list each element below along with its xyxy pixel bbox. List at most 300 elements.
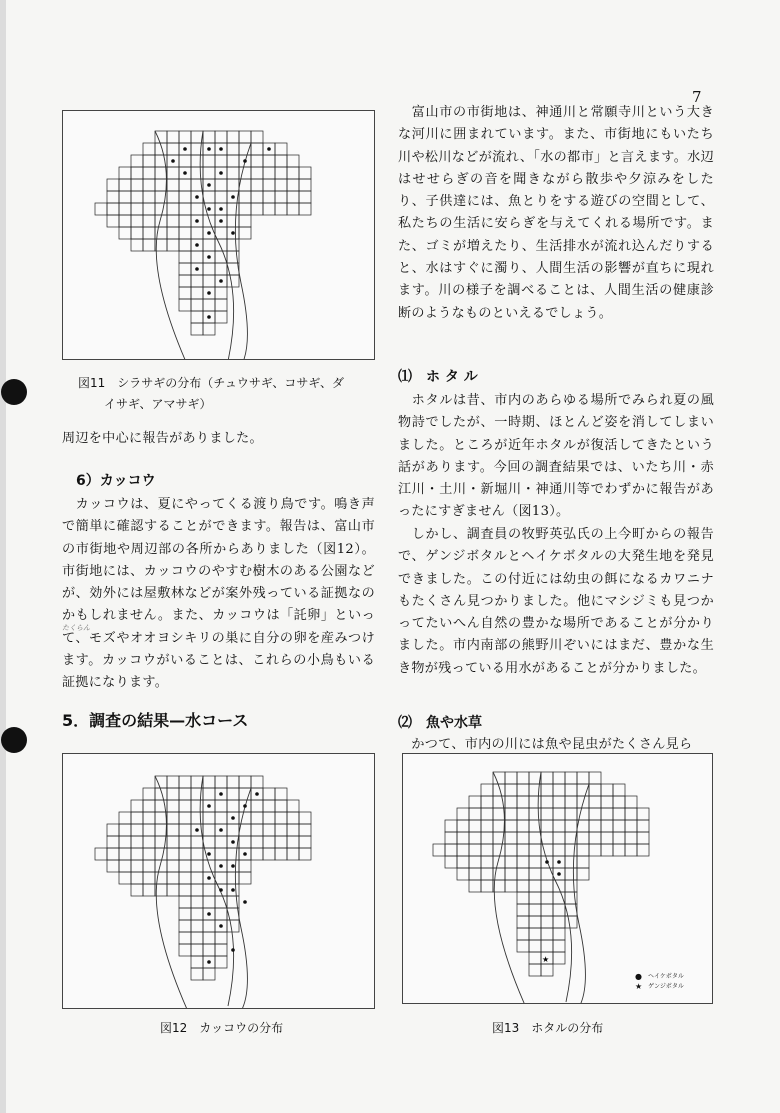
grid-cell: [553, 904, 565, 916]
survey-grid: [433, 772, 649, 976]
grid-cell: [203, 968, 215, 980]
grid-cell: [493, 808, 505, 820]
grid-cell: [299, 191, 311, 203]
grid-cell: [275, 788, 287, 800]
grid-cell: [179, 776, 191, 788]
grid-cell: [191, 884, 203, 896]
grid-cell: [517, 784, 529, 796]
grid-cell: [203, 836, 215, 848]
sighting-dot: [171, 159, 175, 163]
grid-cell: [179, 275, 191, 287]
grid-cell: [457, 832, 469, 844]
grid-cell: [287, 203, 299, 215]
grid-cell: [565, 916, 577, 928]
grid-cell: [505, 832, 517, 844]
grid-cell: [227, 872, 239, 884]
grid-cell: [131, 239, 143, 251]
sighting-dot: [195, 267, 199, 271]
grid-cell: [299, 824, 311, 836]
grid-cell: [191, 896, 203, 908]
grid-cell: [155, 179, 167, 191]
grid-cell: [565, 808, 577, 820]
grid-cell: [505, 844, 517, 856]
scan-edge: [0, 0, 6, 1113]
grid-cell: [517, 928, 529, 940]
grid-cell: [529, 904, 541, 916]
grid-cell: [637, 808, 649, 820]
sighting-dot: [219, 924, 223, 928]
intro-text: 周辺を中心に報告がありました。: [62, 431, 263, 446]
grid-cell: [251, 143, 263, 155]
grid-cell: [287, 167, 299, 179]
grid-cell: [553, 784, 565, 796]
legend-label-genji: ゲンジボタル: [648, 983, 684, 990]
grid-cell: [505, 880, 517, 892]
grid-cell: [179, 179, 191, 191]
grid-cell: [251, 800, 263, 812]
grid-cell: [299, 203, 311, 215]
grid-cell: [481, 820, 493, 832]
grid-cell: [541, 808, 553, 820]
grid-cell: [565, 784, 577, 796]
grid-cell: [275, 800, 287, 812]
grid-cell: [541, 880, 553, 892]
sighting-dot: [557, 872, 561, 876]
firefly-paragraph-2: しかし、調査員の牧野英弘氏の上今町からの報告で、ゲンジボタルとヘイケボタルの大発生地を発見できました。この付近には幼虫の餌になるカワニナもたくさん見つかりました。他にマシジミも見つかってたいへん自然の豊かな場所であることが分かりました。市内南部の熊野川ぞいにはまだ、豊かな生き物が残っている用水があることが分かりました。: [398, 527, 714, 676]
grid-cell: [215, 800, 227, 812]
grid-cell: [529, 868, 541, 880]
grid-cell: [529, 856, 541, 868]
grid-cell: [143, 884, 155, 896]
grid-cell: [179, 131, 191, 143]
grid-cell: [131, 872, 143, 884]
grid-cell: [131, 191, 143, 203]
grid-cell: [227, 776, 239, 788]
grid-cell: [131, 860, 143, 872]
sighting-dot: [243, 159, 247, 163]
grid-cell: [251, 167, 263, 179]
grid-cell: [251, 824, 263, 836]
grid-cell: [517, 940, 529, 952]
grid-cell: [203, 860, 215, 872]
grid-cell: [155, 812, 167, 824]
grid-cell: [565, 772, 577, 784]
grid-cell: [203, 131, 215, 143]
grid-cell: [469, 844, 481, 856]
grid-cell: [577, 844, 589, 856]
grid-cell: [179, 227, 191, 239]
fish-aquatic-plants-paragraph: かつて、市内の川には魚や昆虫がたくさん見ら: [398, 737, 693, 752]
grid-cell: [601, 784, 613, 796]
grid-cell: [251, 812, 263, 824]
sighting-dot: [219, 147, 223, 151]
legend-label-heike: ヘイケボタル: [647, 973, 684, 980]
grid-cell: [179, 263, 191, 275]
grid-cell: [251, 836, 263, 848]
grid-cell: [589, 772, 601, 784]
grid-cell: [613, 844, 625, 856]
sighting-dot: [207, 291, 211, 295]
grid-cell: [251, 155, 263, 167]
grid-cell: [577, 832, 589, 844]
grid-cell: [131, 800, 143, 812]
sighting-dot: [243, 852, 247, 856]
grid-cell: [119, 872, 131, 884]
grid-cell: [625, 820, 637, 832]
grid-cell: [191, 155, 203, 167]
grid-cell: [239, 191, 251, 203]
grid-cell: [143, 788, 155, 800]
river-line: [493, 772, 528, 1003]
legend-item-heike: [635, 972, 684, 982]
grid-cell: [541, 916, 553, 928]
survey-grid: [95, 776, 311, 980]
grid-cell: [517, 808, 529, 820]
firefly-paragraph-1: ホタルは昔、市内のあらゆる場所でみられ夏の風物詩でしたが、一時期、ほとんど姿を消してしまいました。ところが近年ホタルが復活してきたという話があります。今回の調査結果では、いたち川・赤江川・土川・新堀川・神通川等でわずかに報告があったにすぎません（図13）。: [398, 393, 714, 520]
grid-cell: [203, 812, 215, 824]
grid-cell: [167, 203, 179, 215]
grid-cell: [167, 776, 179, 788]
grid-cell: [131, 167, 143, 179]
grid-cell: [637, 820, 649, 832]
section-5-heading: 5．調査の結果—水コース: [62, 711, 249, 730]
grid-cell: [625, 796, 637, 808]
grid-cell: [287, 848, 299, 860]
grid-cell: [529, 928, 541, 940]
grid-cell: [637, 844, 649, 856]
grid-cell: [119, 215, 131, 227]
sighting-dot: [231, 864, 235, 868]
grid-cell: [517, 820, 529, 832]
grid-cell: [541, 832, 553, 844]
river-line: [155, 131, 190, 359]
grid-cell: [191, 920, 203, 932]
grid-cell: [119, 812, 131, 824]
grid-cell: [263, 203, 275, 215]
grid-cell: [143, 824, 155, 836]
grid-cell: [155, 203, 167, 215]
grid-cell: [119, 860, 131, 872]
grid-cell: [215, 287, 227, 299]
grid-cell: [251, 179, 263, 191]
grid-cell: [167, 167, 179, 179]
grid-cell: [107, 848, 119, 860]
sighting-dot: [207, 255, 211, 259]
grid-cell: [215, 944, 227, 956]
grid-cell: [131, 179, 143, 191]
grid-cell: [203, 920, 215, 932]
grid-cell: [167, 143, 179, 155]
grid-cell: [143, 203, 155, 215]
grid-cell: [227, 848, 239, 860]
grid-cell: [589, 808, 601, 820]
sighting-dot: [545, 860, 549, 864]
grid-cell: [155, 167, 167, 179]
grid-cell: [143, 836, 155, 848]
sighting-dot: [219, 171, 223, 175]
grid-cell: [553, 940, 565, 952]
grid-cell: [239, 215, 251, 227]
grid-cell: [625, 832, 637, 844]
grid-cell: [299, 167, 311, 179]
grid-cell: [143, 848, 155, 860]
grid-cell: [517, 916, 529, 928]
grid-cell: [215, 299, 227, 311]
grid-cell: [565, 880, 577, 892]
grid-cell: [577, 868, 589, 880]
grid-cell: [107, 191, 119, 203]
grid-cell: [155, 824, 167, 836]
grid-cell: [251, 131, 263, 143]
grid-cell: [541, 868, 553, 880]
grid-cell: [203, 275, 215, 287]
grid-cell: [469, 832, 481, 844]
grid-cell: [203, 944, 215, 956]
grid-cell: [179, 191, 191, 203]
grid-cell: [143, 143, 155, 155]
grid-cell: [517, 880, 529, 892]
grid-cell: [481, 880, 493, 892]
grid-cell: [505, 820, 517, 832]
grid-cell: [613, 820, 625, 832]
sighting-dot: [231, 888, 235, 892]
firefly-distribution-map: [403, 754, 712, 1003]
figure-11-caption: [78, 373, 378, 415]
sighting-dot: [207, 147, 211, 151]
grid-cell: [167, 860, 179, 872]
river-line: [235, 788, 251, 1008]
grid-cell: [433, 844, 445, 856]
grid-cell: [287, 155, 299, 167]
grid-cell: [275, 812, 287, 824]
grid-cell: [143, 239, 155, 251]
grid-cell: [541, 892, 553, 904]
grid-cell: [119, 191, 131, 203]
grid-cell: [107, 836, 119, 848]
grid-cell: [565, 844, 577, 856]
grid-cell: [287, 191, 299, 203]
grid-cell: [191, 932, 203, 944]
grid-cell: [457, 856, 469, 868]
grid-cell: [481, 808, 493, 820]
grid-cell: [191, 836, 203, 848]
grid-cell: [167, 800, 179, 812]
grid-cell: [493, 820, 505, 832]
grid-cell: [203, 776, 215, 788]
grid-cell: [179, 848, 191, 860]
sighting-dot: [207, 876, 211, 880]
grid-cell: [457, 808, 469, 820]
sighting-dot: [231, 816, 235, 820]
grid-cell: [143, 227, 155, 239]
grid-cell: [275, 824, 287, 836]
grid-cell: [541, 772, 553, 784]
grid-cell: [287, 836, 299, 848]
grid-cell: [481, 796, 493, 808]
grid-cell: [167, 179, 179, 191]
section-6-heading: 6）カッコウ: [76, 473, 156, 489]
binder-hole-bottom: [1, 727, 27, 753]
grid-cell: [287, 824, 299, 836]
sighting-dot: [231, 840, 235, 844]
handwritten-note: たくらん: [62, 624, 90, 632]
sighting-dot: [207, 960, 211, 964]
grid-cell: [95, 203, 107, 215]
star-marker: ★: [542, 955, 550, 964]
grid-cell: [541, 784, 553, 796]
river-line: [200, 776, 233, 1006]
grid-cell: [541, 940, 553, 952]
grid-cell: [457, 868, 469, 880]
grid-cell: [203, 155, 215, 167]
grid-cell: [143, 872, 155, 884]
grid-cell: [553, 820, 565, 832]
grid-cell: [613, 784, 625, 796]
grid-cell: [179, 920, 191, 932]
sighting-dot: [183, 147, 187, 151]
grid-cell: [263, 800, 275, 812]
grid-cell: [481, 832, 493, 844]
grid-cell: [469, 880, 481, 892]
grid-cell: [553, 808, 565, 820]
grid-cell: [239, 872, 251, 884]
grid-cell: [215, 848, 227, 860]
grid-cell: [275, 836, 287, 848]
grid-cell: [517, 868, 529, 880]
grid-cell: [529, 940, 541, 952]
grid-cell: [601, 820, 613, 832]
grid-cell: [469, 808, 481, 820]
grid-cell: [215, 812, 227, 824]
grid-cell: [191, 944, 203, 956]
grid-cell: [203, 896, 215, 908]
grid-cell: [203, 215, 215, 227]
sighting-dot: [267, 147, 271, 151]
grid-cell: [191, 227, 203, 239]
sighting-dot: [207, 804, 211, 808]
sighting-dot: [195, 828, 199, 832]
grid-cell: [529, 892, 541, 904]
sighting-dot: [183, 171, 187, 175]
grid-cell: [191, 848, 203, 860]
grid-cell: [529, 880, 541, 892]
grid-cell: [191, 251, 203, 263]
figure-11-map: [62, 110, 375, 360]
survey-grid: [95, 131, 311, 335]
grid-cell: [179, 860, 191, 872]
grid-cell: [553, 796, 565, 808]
grid-cell: [179, 239, 191, 251]
legend-item-genji: [635, 982, 684, 992]
grid-cell: [275, 848, 287, 860]
egret-distribution-map: [63, 111, 374, 359]
grid-cell: [107, 203, 119, 215]
grid-cell: [239, 131, 251, 143]
grid-cell: [299, 848, 311, 860]
grid-cell: [505, 868, 517, 880]
grid-cell: [215, 191, 227, 203]
section-6-paragraph: カッコウは、夏にやってくる渡り鳥です。鳴き声で簡単に確認することができます。報告は、富山市の市街地や周辺部の各所からありました（図12）。市街地には、カッコウのやすむ樹木のある公園などが、効外には屋敷林などが案外残っている証拠なのかもしれません。また、カッコウは「託卵」といって、モズやオオヨシキリの巣に自分の卵を産みつけます。カッコウがいることは、これらの小鳥もいる証拠になります。: [62, 497, 375, 691]
grid-cell: [529, 964, 541, 976]
grid-cell: [155, 776, 167, 788]
grid-cell: [263, 788, 275, 800]
sighting-dot: [207, 315, 211, 319]
grid-cell: [179, 203, 191, 215]
grid-cell: [517, 892, 529, 904]
grid-cell: [131, 836, 143, 848]
sighting-dot: [219, 792, 223, 796]
sighting-dot: [207, 207, 211, 211]
grid-cell: [191, 167, 203, 179]
grid-cell: [203, 191, 215, 203]
grid-cell: [227, 179, 239, 191]
grid-cell: [191, 203, 203, 215]
grid-cell: [445, 844, 457, 856]
sighting-dot: [231, 231, 235, 235]
grid-cell: [637, 832, 649, 844]
grid-cell: [179, 824, 191, 836]
grid-cell: [143, 215, 155, 227]
grid-cell: [179, 800, 191, 812]
grid-cell: [445, 820, 457, 832]
grid-cell: [239, 836, 251, 848]
grid-cell: [215, 155, 227, 167]
sighting-dot: [243, 804, 247, 808]
grid-cell: [505, 772, 517, 784]
grid-cell: [179, 896, 191, 908]
figure-11-caption-line-2: イサギ、アマサギ）: [104, 397, 212, 411]
grid-cell: [131, 203, 143, 215]
grid-cell: [179, 908, 191, 920]
grid-cell: [179, 944, 191, 956]
grid-cell: [553, 952, 565, 964]
grid-cell: [143, 860, 155, 872]
grid-cell: [167, 884, 179, 896]
grid-cell: [131, 227, 143, 239]
grid-cell: [529, 844, 541, 856]
grid-cell: [517, 844, 529, 856]
grid-cell: [613, 796, 625, 808]
grid-cell: [457, 844, 469, 856]
fish-aquatic-plants-heading: ⑵ 魚や水草: [398, 715, 482, 731]
grid-cell: [203, 824, 215, 836]
grid-cell: [589, 832, 601, 844]
grid-cell: [203, 167, 215, 179]
grid-cell: [227, 824, 239, 836]
grid-cell: [445, 832, 457, 844]
grid-cell: [203, 932, 215, 944]
river-line: [155, 776, 190, 1008]
sighting-dot: [207, 852, 211, 856]
grid-cell: [119, 836, 131, 848]
grid-cell: [179, 215, 191, 227]
grid-cell: [469, 796, 481, 808]
grid-cell: [179, 872, 191, 884]
grid-cell: [191, 287, 203, 299]
grid-cell: [541, 964, 553, 976]
grid-cell: [191, 323, 203, 335]
grid-cell: [143, 191, 155, 203]
grid-cell: [227, 131, 239, 143]
grid-cell: [601, 808, 613, 820]
grid-cell: [215, 227, 227, 239]
grid-cell: [191, 275, 203, 287]
grid-cell: [505, 796, 517, 808]
grid-cell: [191, 800, 203, 812]
grid-cell: [215, 311, 227, 323]
grid-cell: [227, 920, 239, 932]
grid-cell: [529, 808, 541, 820]
